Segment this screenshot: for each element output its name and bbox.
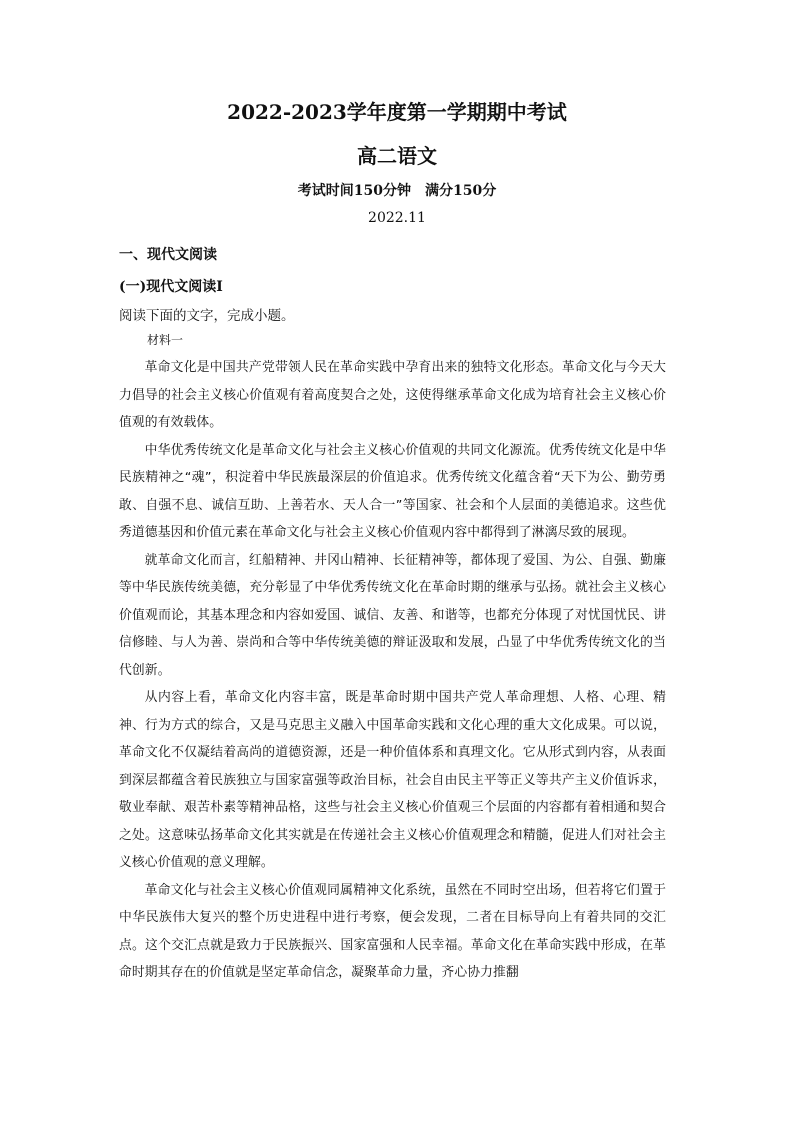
paragraph: 革命文化是中国共产党带领人民在革命实践中孕育出来的独特文化形态。革命文化与今天大力倡导的社会主义核心价值观有着高度契合之处，这使得继承革命文化成为培育社会主义核心价值观的有效载体。 bbox=[119, 360, 666, 430]
exam-date: 2022.11 bbox=[368, 210, 426, 226]
paragraph: 革命文化与社会主义核心价值观同属精神文化系统，虽然在不同时空出场，但若将它们置于中华民族伟大复兴的整个历史进程中进行考察，便会发现，二者在目标导向上有着共同的交汇点。这个交汇点就是致力于民族振兴、国家富强和人民幸福。革命文化在革命实践中形成，在革命时期其存在的价值就是坚定革命信念，凝聚革命力量，齐心协力推翻 bbox=[119, 882, 666, 980]
reading-passage bbox=[119, 354, 666, 987]
paragraph: 中华优秀传统文化是革命文化与社会主义核心价值观的共同文化源流。优秀传统文化是中华民族精神之“魂”，积淀着中华民族最深层的价值追求。优秀传统文化蕴含着“天下为公、勤劳勇敢、自强不息、诚信互助、上善若水、天人合一”等国家、社会和个人层面的美德追求。这些优秀道德基因和价值元素在革命文化与社会主义核心价值观内容中都得到了淋漓尽致的展现。 bbox=[119, 442, 666, 540]
exam-subject: 高二语文 bbox=[357, 144, 437, 168]
material-label: 材料一 bbox=[147, 333, 184, 347]
paragraph: 从内容上看，革命文化内容丰富，既是革命时期中国共产党人革命理想、人格、心理、精神、行为方式的综合，又是马克思主义融入中国革命实践和文化心理的重大文化成果。可以说，革命文化不仅凝结着高尚的道德资源，还是一种价值体系和真理文化。它从形式到内容，从表面到深层都蕴含着民族独立与国家富强等政治目标，社会自由民主平等正义等共产主义价值诉求，敬业奉献、艰苦朴素等精神品格，这些与社会主义核心价值观三个层面的内容都有着相通和契合之处。这意味弘扬革命文化其实就是在传递社会主义核心价值观理念和精髓，促进人们对社会主义核心价值观的意义理解。 bbox=[119, 690, 666, 870]
section-heading: 一、现代文阅读 bbox=[119, 247, 217, 263]
exam-meta: 考试时间150分钟 满分150分 bbox=[297, 183, 497, 199]
exam-title: 2022-2023学年度第一学期期中考试 bbox=[227, 100, 567, 124]
reading-instruction: 阅读下面的文字，完成小题。 bbox=[119, 308, 295, 324]
section-subheading: (一)现代文阅读Ⅰ bbox=[119, 279, 223, 295]
paragraph: 就革命文化而言，红船精神、井冈山精神、长征精神等，都体现了爱国、为公、自强、勤廉等中华民族传统美德，充分彰显了中华优秀传统文化在革命时期的继承与弘扬。就社会主义核心价值观而论，其基本理念和内容如爱国、诚信、友善、和谐等，也都充分体现了对忧国忧民、讲信修睦、与人为善、崇尚和合等中华传统美德的辩证汲取和发展，凸显了中华优秀传统文化的当代创新。 bbox=[119, 552, 666, 678]
